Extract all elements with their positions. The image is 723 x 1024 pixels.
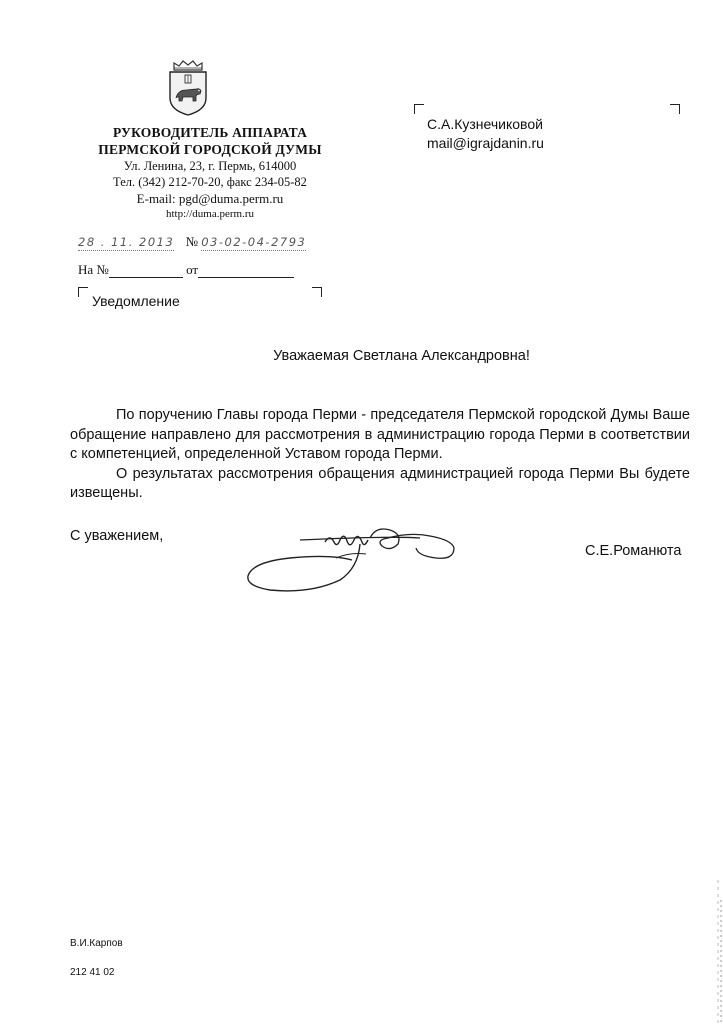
signer-name: С.Е.Романюта (585, 543, 682, 559)
outgoing-date-number (78, 234, 368, 254)
doc-type-corner-right (312, 287, 322, 297)
letterhead-website: http://duma.perm.ru (166, 208, 254, 220)
letterhead-org-line2: ПЕРМСКОЙ ГОРОДСКОЙ ДУМЫ (98, 142, 322, 157)
closing: С уважением, (70, 528, 164, 544)
reference-line (78, 262, 338, 280)
body-paragraph-2: О результатах рассмотрения обращения администрацией города Перми Вы будете извещены. (70, 465, 690, 501)
executor-name: В.И.Карпов (70, 938, 123, 949)
letterhead (60, 124, 360, 222)
recipient-block (427, 115, 544, 153)
recipient-name: С.А.Кузнечиковой (427, 116, 543, 132)
letterhead-org-line1: РУКОВОДИТЕЛЬ АППАРАТА (112, 125, 308, 140)
doc-type-corner-left (78, 287, 88, 297)
recipient-corner-left (414, 104, 424, 114)
handwritten-signature (240, 518, 470, 598)
reference-date-blank (198, 265, 294, 278)
salutation: Уважаемая Светлана Александровна! (273, 348, 530, 364)
letterhead-email: E-mail: pgd@duma.perm.ru (136, 191, 284, 206)
city-coat-of-arms-icon (166, 60, 210, 116)
outgoing-date: 28 . 11. 2013 (78, 235, 175, 249)
scan-edge-artifact (708, 880, 723, 1024)
recipient-email: mail@igrajdanin.ru (427, 135, 544, 151)
body-paragraph-1: По поручению Главы города Перми - председателя Пермской городской Думы Ваше обращение направлено для рассмотрения в администрацию города Перми в соответствии с компетенцией, определенной Уставом города Перми. (70, 407, 690, 462)
letter-body (70, 406, 690, 504)
outgoing-number-label: № (185, 234, 198, 249)
reference-number-label: На № (78, 262, 109, 277)
letterhead-phone: Тел. (342) 212-70-20, факс 234-05-82 (113, 175, 307, 189)
outgoing-number: 03-02-04-2793 (201, 235, 307, 249)
letterhead-address: Ул. Ленина, 23, г. Пермь, 614000 (123, 159, 297, 173)
reference-date-label: от (186, 262, 199, 277)
document-type: Уведомление (92, 293, 180, 309)
executor-phone: 212 41 02 (70, 967, 115, 978)
reference-number-blank (109, 265, 183, 278)
recipient-corner-right (670, 104, 680, 114)
